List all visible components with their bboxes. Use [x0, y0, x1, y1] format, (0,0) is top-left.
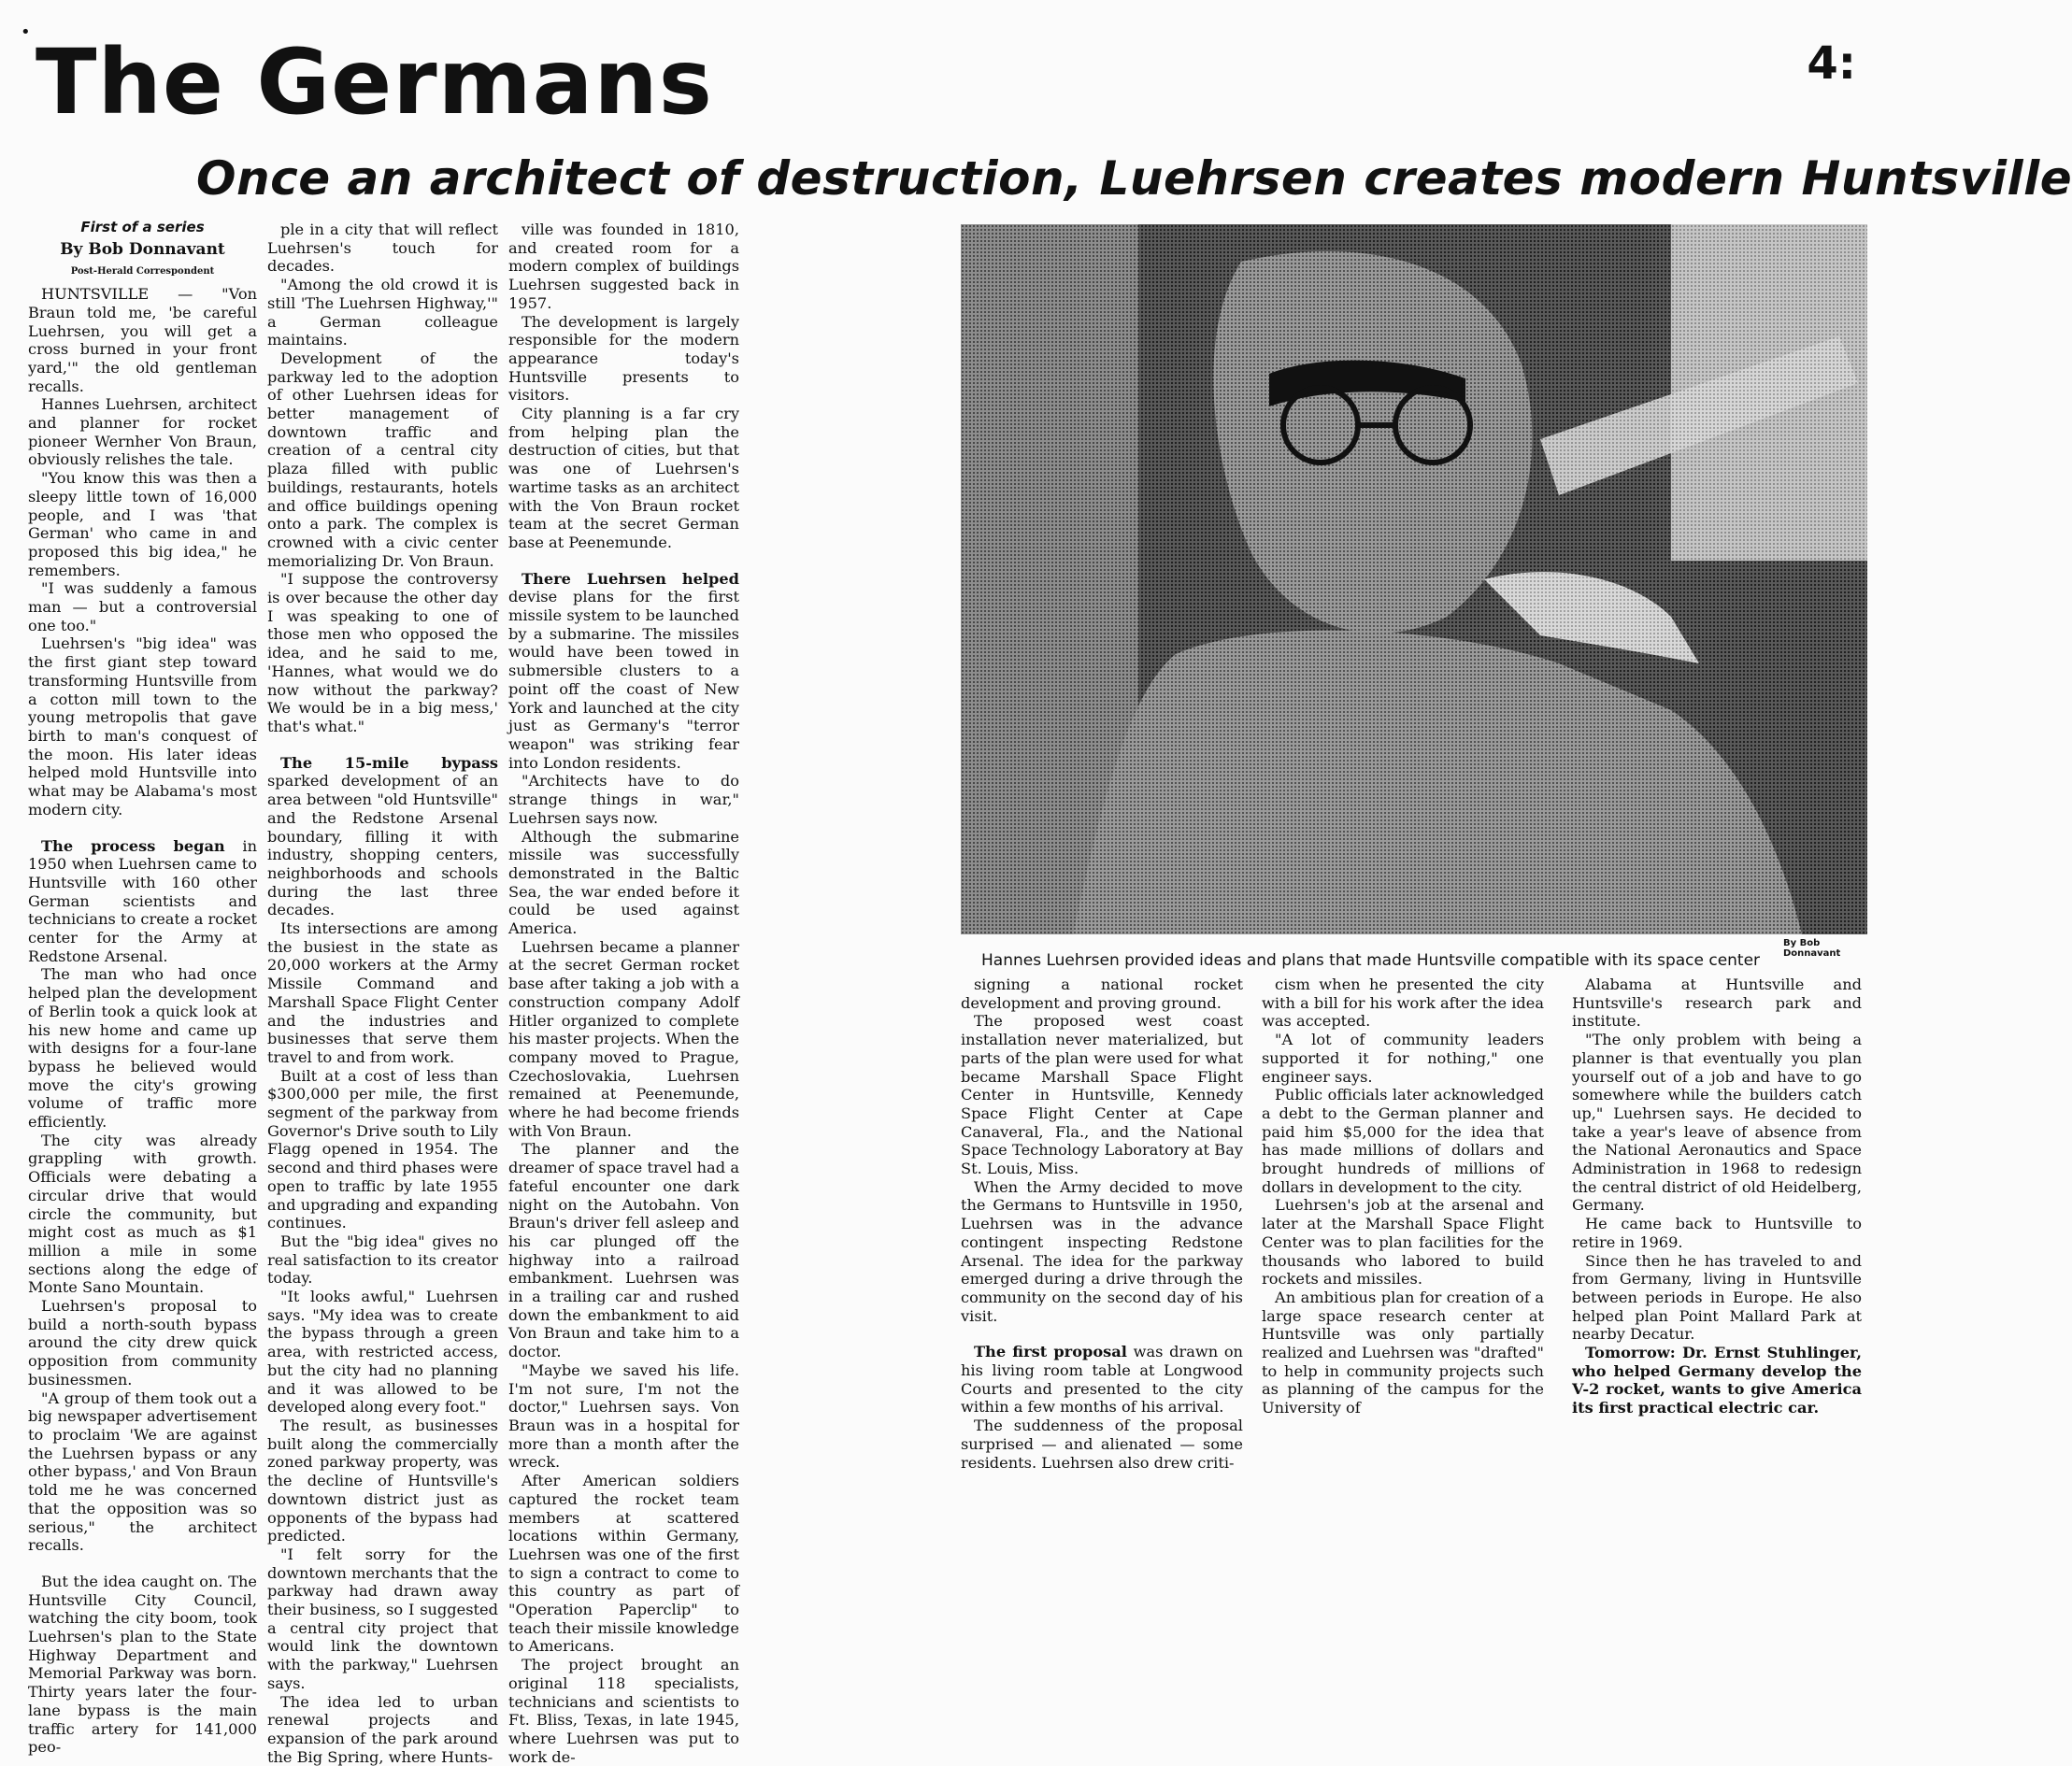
- lead-in: The 15-mile bypass: [280, 753, 498, 772]
- paragraph: cism when he presented the city with a bill for his work after the idea was accepted.: [1262, 976, 1544, 1031]
- paragraph-rest: in 1950 when Luehrsen came to Huntsville with 160 other German scientists and technicians to create a rocket center for the Army at Redstone Arsenal.: [28, 836, 257, 965]
- paragraph: signing a national rocket development and proving ground.: [961, 976, 1243, 1012]
- paragraph: "A group of them took out a big newspaper advertisement to proclaim 'We are against the Luehrsen bypass or any other bypass,' and Von Braun told me he was concerned that the opposition was so serious," the architect recalls.: [28, 1389, 257, 1555]
- byline: By Bob Donnavant: [60, 239, 225, 259]
- paragraph: [267, 754, 498, 919]
- paragraph: Hannes Luehrsen, architect and planner for rocket pioneer Wernher Von Braun, obviously relishes the tale.: [28, 395, 257, 469]
- paragraph: The city was already grappling with growth. Officials were debating a circular drive that would circle the community, but might cost as much as $1 million a mile in some sections along the edge of Monte Sano Mountain.: [28, 1131, 257, 1297]
- lead-in: The process began: [41, 836, 225, 855]
- paragraph: Tomorrow: Dr. Ernst Stuhlinger, who helped Germany develop the V-2 rocket, wants to give America its first practical electric car.: [1572, 1344, 1862, 1417]
- paragraph: Since then he has traveled to and from Germany, living in Huntsville between periods in Europe. He also helped plan Point Mallard Park at nearby Decatur.: [1572, 1251, 1862, 1344]
- paragraph: Luehrsen's job at the arsenal and later at the Marshall Space Flight Center was to plan facilities for the thousands who labored to build rockets and missiles.: [1262, 1196, 1544, 1289]
- paragraph-rest: sparked development of an area between "old Huntsville" and the Redstone Arsenal boundary, filling it with industry, shopping centers, neighborhoods and schools during the last three decades.: [267, 772, 498, 919]
- paragraph: ville was founded in 1810, and created room for a modern complex of buildings Luehrsen suggested back in 1957.: [508, 221, 739, 312]
- column-4: [961, 976, 1243, 1472]
- paragraph: Although the submarine missile was successfully demonstrated in the Baltic Sea, the war ended before it could be used against America.: [508, 827, 739, 938]
- paragraph: The idea led to urban renewal projects and expansion of the park around the Big Spring, where Hunts-: [267, 1692, 498, 1766]
- paragraph: Luehrsen's "big idea" was the first giant step toward transforming Huntsville from a cotton mill town to the young metropolis that gave birth to man's conquest of the moon. His later ideas helped mold Huntsville into what may be Alabama's most modern city.: [28, 634, 257, 819]
- paragraph-rest: was drawn on his living room table at Longwood Courts and presented to the city within a few months of his arrival.: [961, 1343, 1243, 1417]
- bullet-mark: •: [21, 22, 31, 42]
- headline: The Germans: [36, 30, 713, 135]
- column-2: [267, 221, 499, 1766]
- paragraph: The man who had once helped plan the development of Berlin took a quick look at his new home and came up with designs for a four-lane bypass he believed would move the city's growing volume of traffic more efficiently.: [28, 965, 257, 1132]
- paragraph: "A lot of community leaders supported it for nothing," one engineer says.: [1262, 1031, 1544, 1086]
- paragraph: The suddenness of the proposal surprised — and alienated — some residents. Luehrsen also drew criti-: [961, 1417, 1243, 1472]
- paragraph: "I felt sorry for the downtown merchants that the parkway had drawn away their business, so I suggested a central city project that would link the downtown with the parkway," Luehrsen says.: [267, 1545, 499, 1692]
- paragraph: After American soldiers captured the rocket team members at scattered locations within Germany, Luehrsen was one of the first to sign a contract to come to this country as part of "Operation Paperclip" to teach their missile knowledge to Americans.: [508, 1472, 739, 1656]
- paragraph: [961, 1343, 1243, 1417]
- paragraph: The result, as businesses built along the commercially zoned parkway property, was the decline of Huntsville's downtown district just as opponents of the bypass had predicted.: [267, 1417, 498, 1545]
- paragraph: Public officials later acknowledged a debt to the German planner and paid him $5,000 for the idea that has made millions of dollars and brought hundreds of millions of dollars in development to the city.: [1262, 1086, 1544, 1196]
- subheadline: Once an architect of destruction, Luehrsen creates modern Huntsville: [196, 151, 2072, 206]
- column-5: [1262, 976, 1544, 1466]
- paragraph: The planner and the dreamer of space travel had a fateful encounter one dark night on the Autobahn. Von Braun's driver fell asleep and his car plunged off the highway into a railroad embankment. Luehrsen was in a trailing car and rushed down the embankment to aid Von Braun and take him to a doctor.: [508, 1140, 739, 1361]
- lead-in: There Luehrsen helped: [522, 569, 739, 588]
- paragraph: [508, 570, 739, 773]
- paragraph: "You know this was then a sleepy little town of 16,000 people, and I was 'that German' who came in and proposed this big idea," he remembers.: [28, 469, 257, 579]
- paragraph: The development is largely responsible for the modern appearance today's Huntsville presents to visitors.: [508, 312, 739, 405]
- paragraph: "Maybe we saved his life. I'm not sure, I'm not the doctor," Luehrsen says. Von Braun was in a hospital for more than a month after the wreck.: [508, 1360, 739, 1472]
- paragraph: Luehrsen's proposal to build a north-south bypass around the city drew quick opposition from community businessmen.: [28, 1297, 257, 1389]
- paragraph: Built at a cost of less than $300,000 per mile, the first segment of the parkway from Governor's Drive south to Lily Flagg opened in 1954. The second and third phases were open to traffic by late 1955 and upgrading and expanding continues.: [267, 1066, 498, 1232]
- column-1: [28, 219, 257, 1757]
- paragraph: Alabama at Huntsville and Huntsville's research park and institute.: [1572, 976, 1862, 1031]
- paragraph: "The only problem with being a planner is that eventually you plan yourself out of a job and have to go somewhere while the builders catch up," Luehrsen says. He decided to take a year's leave of absence from the National Aeronautics and Space Administration in 1968 to redesign the central district of old Heidelberg, Germany.: [1572, 1031, 1862, 1215]
- photo-credit: By Bob Donnavant: [1783, 938, 1841, 959]
- paragraph: The proposed west coast installation never materialized, but parts of the plan were used for what became Marshall Space Flight Center in Huntsville, Kennedy Space Flight Center at Cape Canaveral, Fla., and the National Space Technology Laboratory at Bay St. Louis, Miss.: [961, 1012, 1243, 1178]
- column-3: [508, 221, 739, 1766]
- paragraph: City planning is a far cry from helping plan the destruction of cities, but that was one of Luehrsen's wartime tasks as an architect with the Von Braun rocket team at the secret German base at Peenemunde.: [508, 405, 739, 551]
- paragraph: An ambitious plan for creation of a large space research center at Huntsville was only partially realized and Luehrsen was "drafted" to help in community projects such as planning of the campus for the University of: [1262, 1288, 1544, 1417]
- paragraph: "Architects have to do strange things in war," Luehrsen says now.: [508, 772, 739, 827]
- lead-in: The first proposal: [974, 1343, 1127, 1361]
- paragraph: "Among the old crowd it is still 'The Luehrsen Highway,'" a German colleague maintains.: [267, 276, 498, 349]
- series-label: First of a series: [80, 219, 205, 235]
- paragraph: [28, 837, 257, 966]
- paragraph: When the Army decided to move the Germans to Huntsville in 1950, Luehrsen was in the advance contingent inspecting Redstone Arsenal. The idea for the parkway emerged during a drive through the community on the second day of his visit.: [961, 1177, 1243, 1325]
- photo-caption: Hannes Luehrsen provided ideas and plans that made Huntsville compatible with its space center: [981, 951, 1761, 970]
- paragraph: HUNTSVILLE — "Von Braun told me, 'be careful Luehrsen, you will get a cross burned in your front yard,'" the old gentleman recalls.: [28, 285, 257, 395]
- paragraph: Luehrsen became a planner at the secret German rocket base after taking a job with a construction company Adolf Hitler organized to complete his master projects. When the company moved to Prague, Czechoslovakia, Luehrsen remained at Peenemunde, where he had become friends with Von Braun.: [508, 937, 739, 1140]
- paragraph: "I suppose the controversy is over because the other day I was speaking to one of those men who opposed the idea, and he said to me, 'Hannes, what would we do now without the parkway? We would be in a big mess,' that's what.": [267, 570, 498, 735]
- page-mark: 4:: [1807, 37, 1856, 90]
- paragraph: He came back to Huntsville to retire in 1969.: [1572, 1215, 1862, 1251]
- byline-credit: Post-Herald Correspondent: [70, 266, 215, 278]
- paragraph: Development of the parkway led to the adoption of other Luehrsen ideas for better management of downtown traffic and creation of a central city plaza filled with public buildings, restaurants, hotels and office buildings opening onto a park. The complex is crowned with a civic center memorializing Dr. Von Braun.: [267, 349, 498, 570]
- portrait-photo: [961, 224, 1867, 934]
- paragraph: ple in a city that will reflect Luehrsen's touch for decades.: [267, 221, 498, 276]
- paragraph: But the idea caught on. The Huntsville City Council, watching the city boom, took Luehrsen's plan to the State Highway Department and Memorial Parkway was born. Thirty years later the four-lane bypass is the main traffic artery for 141,000 peo-: [28, 1572, 257, 1757]
- paragraph: "It looks awful," Luehrsen says. "My idea was to create the bypass through a green area, with restricted access, but the city had no planning and it was allowed to be developed along every foot.": [267, 1288, 498, 1417]
- paragraph: But the "big idea" gives no real satisfaction to its creator today.: [267, 1232, 498, 1288]
- photo-image: [961, 224, 1867, 934]
- paragraph-rest: devise plans for the first missile system to be launched by a submarine. The missiles would have been towed in submersible clusters to a point off the coast of New York and launched at the city just as Germany's "terror weapon" was striking fear into London residents.: [508, 588, 739, 772]
- paragraph: The project brought an original 118 specialists, technicians and scientists to Ft. Bliss, Texas, in late 1945, where Luehrsen was put to work de-: [508, 1656, 739, 1766]
- column-6: [1572, 976, 1862, 1466]
- paragraph: Its intersections are among the busiest in the state as 20,000 workers at the Army Missile Command and Marshall Space Flight Center and the industries and businesses that serve them travel to and from work.: [267, 919, 498, 1066]
- paragraph: "I was suddenly a famous man — but a controversial one too.": [28, 579, 257, 634]
